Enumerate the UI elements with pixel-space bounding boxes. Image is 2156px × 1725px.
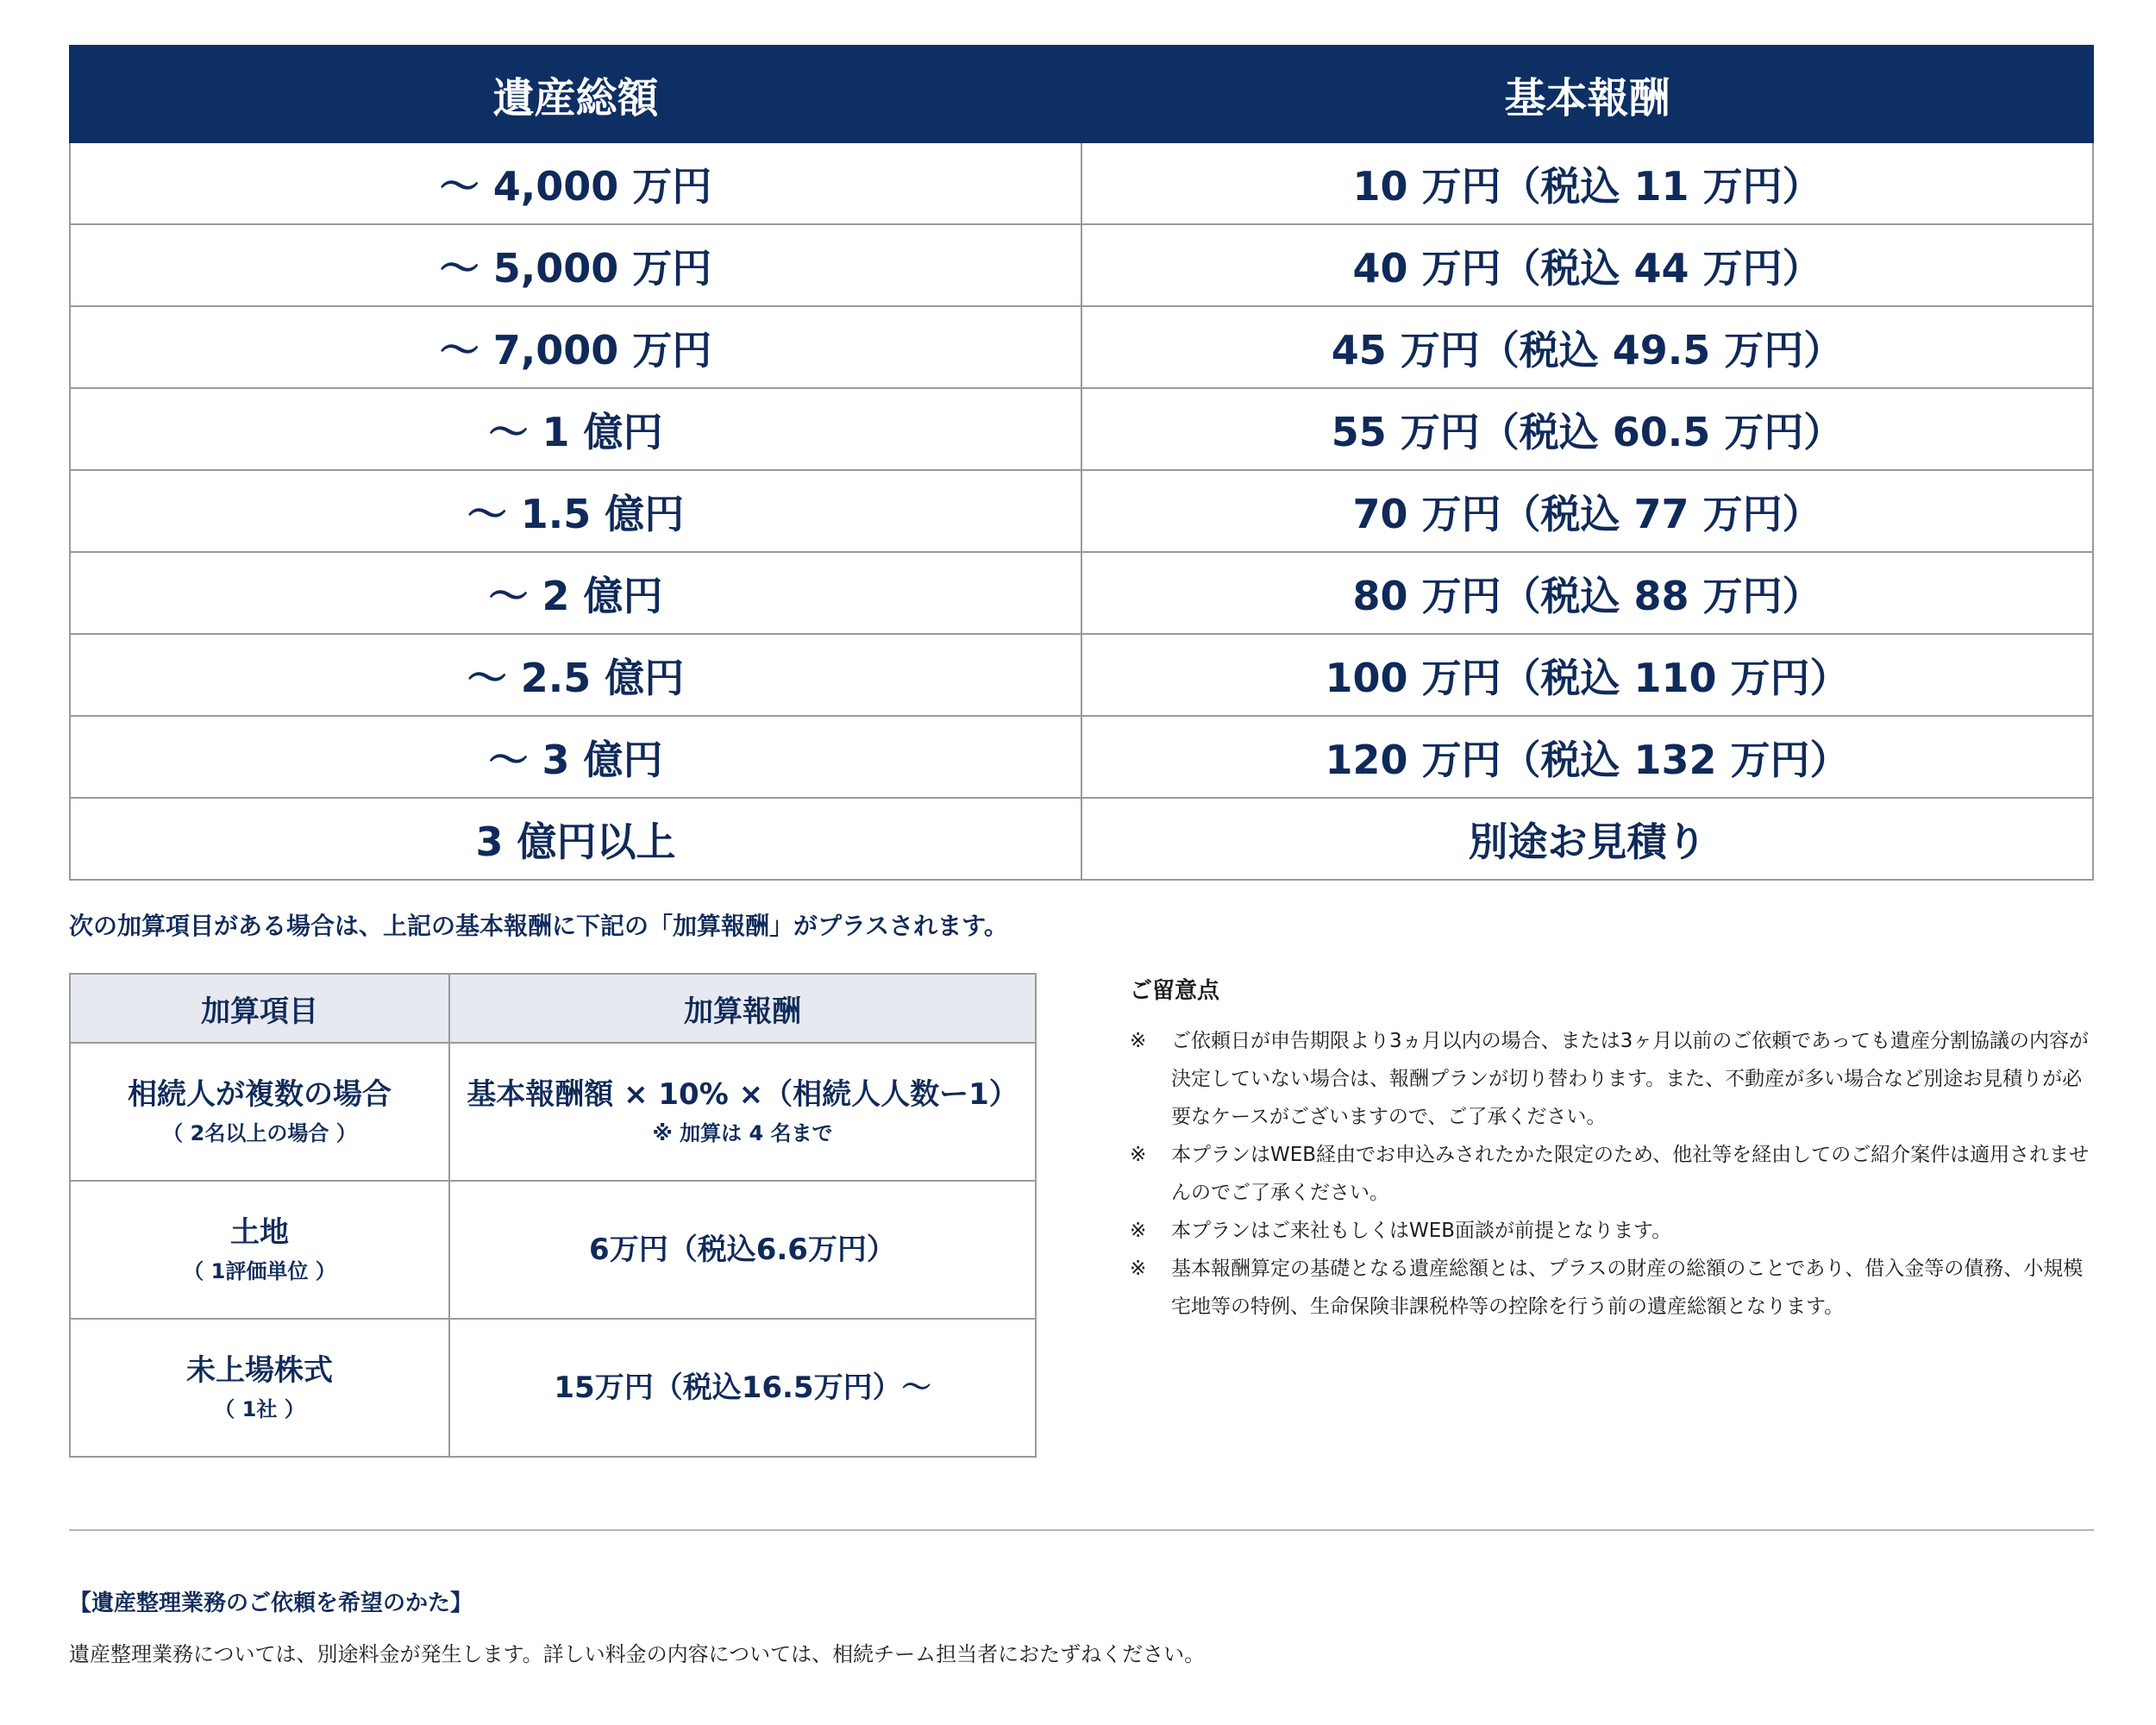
table-row — [70, 224, 2093, 306]
notes-list — [1130, 1022, 2094, 1326]
table-row — [70, 634, 2093, 716]
note-mark: ※ — [1130, 1220, 1147, 1242]
additional-item-unit: （ 2名以上の場合 ） — [162, 1121, 357, 1146]
footer-text: 遺産整理業務については、別途料金が発生します。詳しい料金の内容については、相続チーム担当者におたずねください。 — [69, 1642, 1206, 1666]
table-row — [70, 552, 2093, 634]
section-divider — [69, 1529, 2094, 1531]
additional-item-unit: （ 1社 ） — [214, 1397, 305, 1422]
additional-fee-header-row — [70, 974, 1036, 1043]
additional-item-cell — [70, 1043, 449, 1181]
table-row — [70, 1319, 1036, 1457]
estate-total-cell: ～ 1 億円 — [70, 388, 1081, 470]
basic-fee-cell: 100 万円（税込 110 万円） — [1081, 634, 2093, 716]
basic-fee-header-row — [70, 46, 2093, 142]
header-additional-fee: 加算報酬 — [449, 974, 1036, 1043]
additional-item-unit: （ 1評価単位 ） — [183, 1259, 336, 1284]
additional-fee-intro: 次の加算項目がある場合は、上記の基本報酬に下記の「加算報酬」がプラスされます。 — [69, 912, 1008, 940]
note-item — [1130, 1136, 2094, 1212]
header-estate-total: 遺産総額 — [70, 46, 1081, 142]
note-mark: ※ — [1130, 1258, 1147, 1280]
estate-total-cell: ～ 5,000 万円 — [70, 224, 1081, 306]
table-row — [70, 470, 2093, 552]
basic-fee-cell: 55 万円（税込 60.5 万円） — [1081, 388, 2093, 470]
basic-fee-cell: 40 万円（税込 44 万円） — [1081, 224, 2093, 306]
additional-fee-cell — [449, 1181, 1036, 1319]
table-row — [70, 306, 2093, 388]
basic-fee-cell: 45 万円（税込 49.5 万円） — [1081, 306, 2093, 388]
estate-total-cell: ～ 1.5 億円 — [70, 470, 1081, 552]
note-text: 本プランはご来社もしくはWEB面談が前提となります。 — [1171, 1220, 1672, 1242]
note-text: 本プランはWEB経由でお申込みされたかた限定のため、他社等を経由してのご紹介案件は適用されませんのでご了承ください。 — [1171, 1144, 2090, 1204]
additional-item-label: 未上場株式 — [186, 1353, 333, 1389]
table-row — [70, 388, 2093, 470]
additional-fee-value: 基本報酬額 × 10% ×（相続人人数ー1） — [467, 1077, 1018, 1113]
note-mark: ※ — [1130, 1144, 1147, 1166]
additional-fee-value: 6万円（税込6.6万円） — [589, 1232, 896, 1267]
additional-fee-cell — [449, 1043, 1036, 1181]
table-row — [70, 1043, 1036, 1181]
table-row — [70, 142, 2093, 224]
table-row — [70, 798, 2093, 880]
table-row — [70, 716, 2093, 798]
additional-fee-cell — [449, 1319, 1036, 1457]
note-text: ご依頼日が申告期限より3ヵ月以内の場合、または3ヶ月以前のご依頼であっても遺産分割協議の内容が決定していない場合は、報酬プランが切り替わります。また、不動産が多い場合など別途お見積りが必要なケースがございますので、ご了承ください。 — [1171, 1030, 2090, 1128]
additional-fee-note: ※ 加算は 4 名まで — [652, 1121, 833, 1146]
note-mark: ※ — [1130, 1030, 1147, 1052]
estate-total-cell: ～ 2.5 億円 — [70, 634, 1081, 716]
additional-item-label: 相続人が複数の場合 — [128, 1077, 392, 1113]
basic-fee-cell: 80 万円（税込 88 万円） — [1081, 552, 2093, 634]
note-item — [1130, 1250, 2094, 1326]
basic-fee-cell: 120 万円（税込 132 万円） — [1081, 716, 2093, 798]
additional-item-cell — [70, 1319, 449, 1457]
additional-fee-value: 15万円（税込16.5万円）～ — [554, 1370, 931, 1405]
basic-fee-cell: 別途お見積り — [1081, 798, 2093, 880]
estate-total-cell: ～ 2 億円 — [70, 552, 1081, 634]
header-basic-fee: 基本報酬 — [1081, 46, 2093, 142]
header-additional-item: 加算項目 — [70, 974, 449, 1043]
estate-total-cell: 3 億円以上 — [70, 798, 1081, 880]
table-row — [70, 1181, 1036, 1319]
note-item — [1130, 1212, 2094, 1250]
estate-total-cell: ～ 7,000 万円 — [70, 306, 1081, 388]
footer-title: 【遺産整理業務のご依頼を希望のかた】 — [69, 1590, 473, 1616]
additional-fee-table — [69, 973, 1037, 1458]
note-text: 基本報酬算定の基礎となる遺産総額とは、プラスの財産の総額のことであり、借入金等の債務、小規模宅地等の特例、生命保険非課税枠等の控除を行う前の遺産総額となります。 — [1171, 1258, 2084, 1318]
additional-item-cell — [70, 1181, 449, 1319]
estate-total-cell: ～ 4,000 万円 — [70, 142, 1081, 224]
note-item — [1130, 1022, 2094, 1136]
basic-fee-cell: 70 万円（税込 77 万円） — [1081, 470, 2093, 552]
basic-fee-cell: 10 万円（税込 11 万円） — [1081, 142, 2093, 224]
basic-fee-table — [69, 45, 2094, 881]
notes-title: ご留意点 — [1130, 978, 1220, 1004]
additional-item-label: 土地 — [230, 1215, 289, 1251]
estate-total-cell: ～ 3 億円 — [70, 716, 1081, 798]
